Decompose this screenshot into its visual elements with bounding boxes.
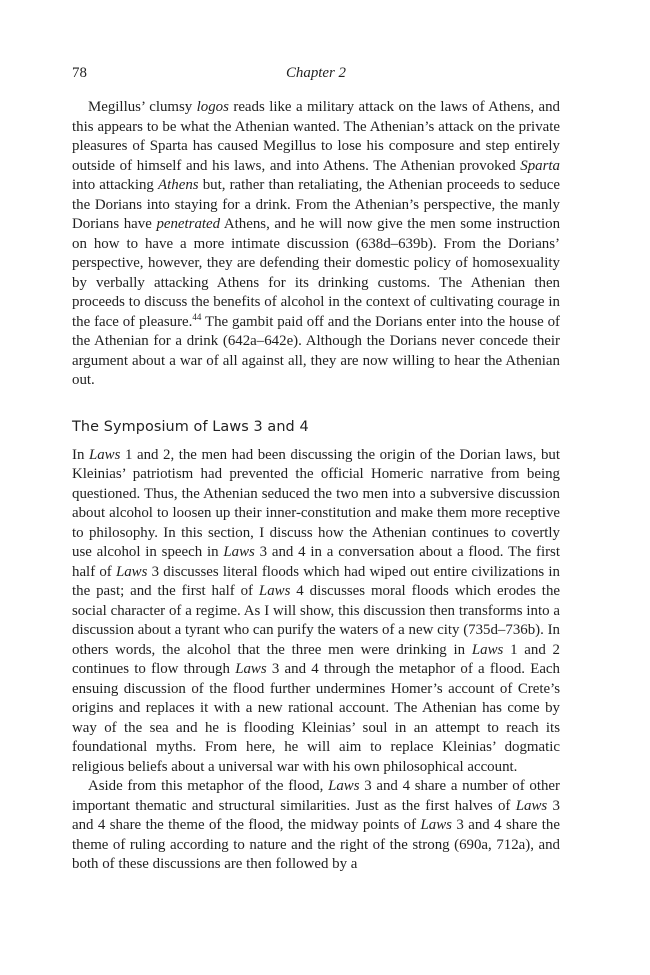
text-run: Megillus’ clumsy	[88, 99, 197, 115]
italic-run: penetrated	[156, 216, 221, 232]
paragraph-1	[72, 98, 560, 391]
italic-run: Laws	[235, 661, 267, 677]
text-run: The gambit paid off and the Dorians enter into the house of the Athenian for a drink (642a–642e). Although the Dorians never concede their argument about a war of all against all, they are now willing to hear the Athenian out.	[72, 313, 560, 388]
italic-run: Laws	[328, 778, 360, 794]
italic-run: Laws	[420, 817, 452, 833]
italic-run: Laws	[223, 544, 255, 560]
paragraph-2	[72, 446, 560, 778]
running-head	[72, 64, 560, 84]
italic-run: Laws	[258, 583, 291, 599]
italic-run: logos	[196, 99, 229, 115]
italic-run: Laws	[515, 797, 548, 814]
text-run: into attacking	[72, 177, 159, 193]
paragraph-3	[72, 777, 560, 875]
text-run: 3 and 4 in a conversation about a flood. The first half of	[72, 544, 560, 580]
text-run: 1 and 2, the men had been discussing the origin of the Dorian laws, but Kleinias’ patriotism had prevented the official Homeric narrative from being questioned. Thus, the Athenian seduced the two men into a subversive discussion about alcohol to loosen up their inner-constitution and make them more receptive to philosophy. In this section, I discuss how the Athenian continues to covertly use alcohol in speech in	[72, 446, 560, 560]
italic-run: Laws	[115, 563, 148, 580]
italic-run: Sparta	[520, 157, 560, 174]
text-run: In	[72, 446, 89, 463]
text-run: 3 and 4 share a number of other important thematic and structural similarities. Just as the first halves of	[72, 778, 560, 814]
section-heading: The Symposium of Laws 3 and 4	[72, 418, 309, 435]
page-number: 78	[72, 65, 87, 81]
footnote-reference[interactable]: 44	[192, 311, 202, 322]
text-run: 3 and 4 share the theme of the flood, the midway points of	[72, 797, 560, 833]
text-run: 3 and 4 share the theme of ruling according to nature and the right of the strong (690a, 712a), and both of these discussions are then followed by a	[72, 817, 560, 872]
text-run: 4 discusses moral floods which erodes the social character of a regime. As I will show, this discussion then transforms into a discussion about a tyrant who can purify the waters of a new city (735d–736b). In others words, the alcohol that the three men were drinking in	[72, 583, 560, 658]
chapter-label: Chapter 2	[286, 65, 346, 81]
text-run: but, rather than retaliating, the Athenian proceeds to seduce the Dorians into staying for a drink. From the Athenian’s perspective, the manly Dorians have	[72, 177, 560, 232]
italic-run: Laws	[88, 446, 121, 463]
text-run: Aside from this metaphor of the flood,	[88, 778, 329, 794]
text-run: Athens, and he will now give the men some instruction on how to have a more intimate discussion (638d–639b). From the Dorians’ perspective, however, they are defending their domestic policy of homosexuality by verbally attacking Athens for its drinking customs. The Athenian then proceeds to discuss the benefits of alcohol in the context of cultivating courage in the face of pleasure.	[72, 216, 561, 330]
italic-run: Laws	[471, 641, 504, 658]
text-run: reads like a military attack on the laws of Athens, and this appears to be what the Athenian wanted. The Athenian’s attack on the private pleasures of Sparta has caused Megillus to lose his composure and step entirely outside of himself and his laws, and into Athens. The Athenian provoked	[72, 99, 560, 174]
book-page	[72, 64, 560, 875]
text-run: 3 discusses literal floods which had wiped out entire civilizations in the past; and the first half of	[72, 563, 560, 599]
text-run: 3 and 4 through the metaphor of a flood. Each ensuing discussion of the flood further undermines Homer’s account of Crete’s origins and replaces it with a new rational account. The Athenian has come by way of the sea and he is flooding Kleinias’ soul in an attempt to reach its foundational myths. From here, he will aim to replace Kleinias’ dogmatic religious beliefs about a universal war with his own philosophical account.	[72, 661, 560, 775]
italic-run: Athens	[158, 177, 199, 193]
text-run: 1 and 2 continues to flow through	[72, 641, 560, 677]
